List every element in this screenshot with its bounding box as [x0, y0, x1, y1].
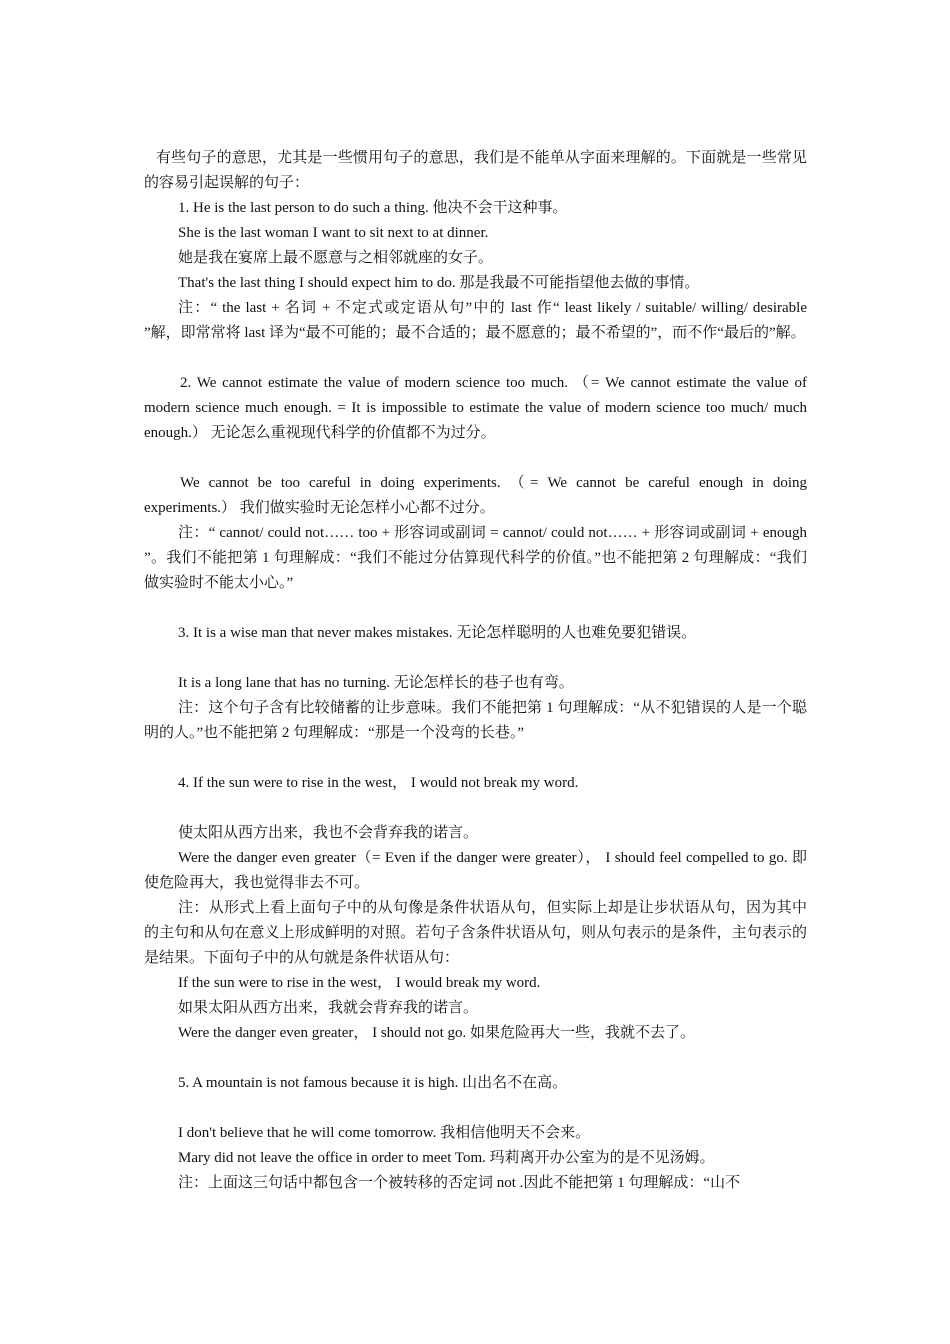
intro-paragraph: 有些句子的意思，尤其是一些惯用句子的意思，我们是不能单从字面来理解的。下面就是一些常见的容易引起误解的句子： [144, 150, 807, 191]
spacer [144, 346, 807, 371]
example-3-sentence-2: It is a long lane that has no turning. 无论怎样长的巷子也有弯。 [178, 675, 574, 691]
spacer [144, 446, 807, 471]
spacer [144, 1046, 807, 1071]
spacer [144, 596, 807, 621]
example-4-translation-3: 如果太阳从西方出来，我就会背弃我的诺言。 [178, 1000, 479, 1016]
example-1-sentence-2: She is the last woman I want to sit next to at dinner. [178, 225, 489, 241]
note-5: 注：上面这三句话中都包含一个被转移的否定词 not .因此不能把第 1 句理解成：“山不 [178, 1175, 741, 1191]
example-3-sentence-1: 3. It is a wise man that never makes mistakes. 无论怎样聪明的人也难免要犯错误。 [178, 625, 697, 641]
spacer [144, 796, 807, 821]
note-1: 注：“ the last + 名词 + 不定式或定语从句”中的 last 作“ least likely / suitable/ willing/ desirable ”解，即常常将 last 译为“最不可能的；最不合适的；最不愿意的；最不希望的”，而不作“最后的”解。 [144, 300, 807, 341]
example-4-translation-1: 使太阳从西方出来，我也不会背弃我的诺言。 [178, 825, 479, 841]
example-4-sentence-2: Were the danger even greater（= Even if the danger were greater）， I should feel compelled to go. 即使危险再大，我也觉得非去不可。 [144, 850, 807, 891]
example-5-sentence-3: Mary did not leave the office in order to meet Tom. 玛莉离开办公室为的是不见汤姆。 [178, 1150, 715, 1166]
example-4-sentence-4: Were the danger even greater， I should not go. 如果危险再大一些，我就不去了。 [178, 1025, 696, 1041]
example-5-sentence-1: 5. A mountain is not famous because it is high. 山出名不在高。 [178, 1075, 568, 1091]
example-2-sentence-2: We cannot be too careful in doing experiments. （= We cannot be careful enough in doing experiments.） 我们做实验时无论怎样小心都不过分。 [144, 475, 807, 516]
example-1-sentence-1: 1. He is the last person to do such a thing. 他决不会干这种事。 [178, 200, 568, 216]
spacer [144, 746, 807, 771]
note-2: 注：“ cannot/ could not…… too + 形容词或副词 = cannot/ could not…… + 形容词或副词 + enough ”。我们不能把第 1 句理解成：“我们不能过分估算现代科学的价值。”也不能把第 2 句理解成：“我们做实验时不能太小心。” [144, 525, 807, 591]
note-3: 注：这个句子含有比较储蓄的让步意味。我们不能把第 1 句理解成：“从不犯错误的人是一个聪明的人。”也不能把第 2 句理解成：“那是一个没弯的长巷。” [144, 700, 807, 741]
example-2-sentence-1: 2. We cannot estimate the value of modern science too much. （= We cannot estimate the value of modern science much enough. = It is impossible to estimate the value of modern science too much/ much enough.） 无论怎么重视现代科学的价值都不为过分。 [144, 375, 807, 441]
example-1-sentence-3: That's the last thing I should expect him to do. 那是我最不可能指望他去做的事情。 [178, 275, 700, 291]
example-1-translation-2: 她是我在宴席上最不愿意与之相邻就座的女子。 [178, 250, 494, 266]
spacer [144, 1096, 807, 1121]
example-4-sentence-3: If the sun were to rise in the west， I would break my word. [178, 975, 541, 991]
note-4: 注：从形式上看上面句子中的从句像是条件状语从句，但实际上却是让步状语从句，因为其中的主句和从句在意义上形成鲜明的对照。若句子含条件状语从句，则从句表示的是条件，主句表示的是结果。下面句子中的从句就是条件状语从句： [144, 900, 807, 966]
spacer [144, 646, 807, 671]
document-page [144, 146, 807, 1196]
example-4-sentence-1: 4. If the sun were to rise in the west， I would not break my word. [178, 775, 579, 791]
example-5-sentence-2: I don't believe that he will come tomorrow. 我相信他明天不会来。 [178, 1125, 591, 1141]
